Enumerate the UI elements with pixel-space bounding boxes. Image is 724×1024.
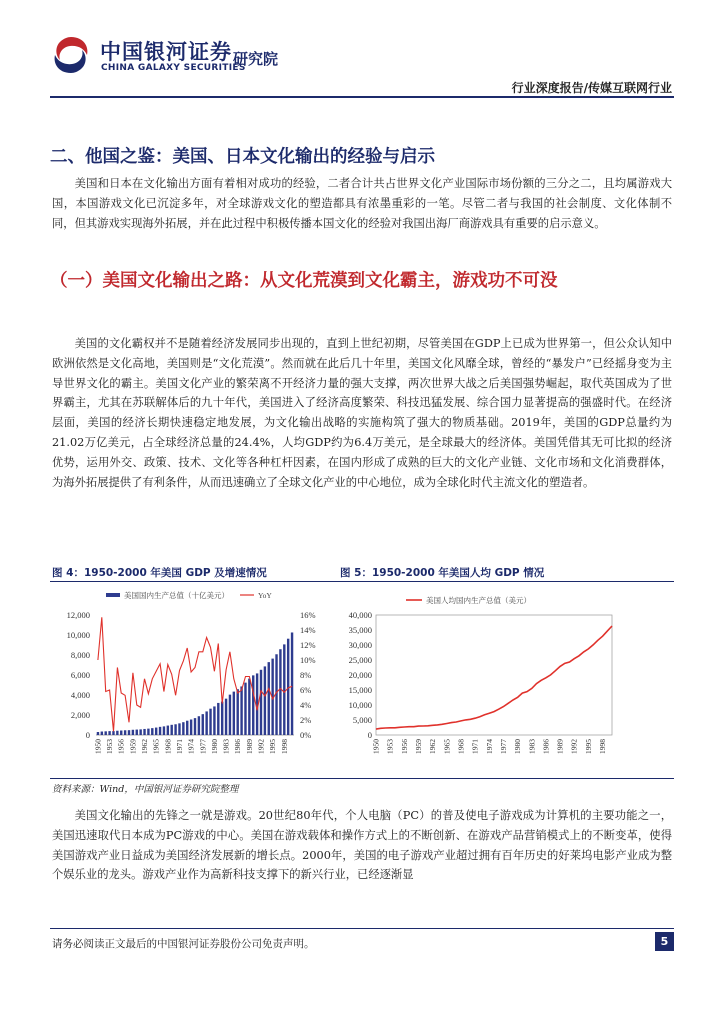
gdp-bar [244, 683, 246, 735]
gdp-bar [171, 725, 173, 735]
y-tick-label: 15,000 [348, 685, 372, 695]
gdp-bar [143, 729, 145, 735]
gdp-bar [240, 686, 242, 735]
gdp-bar [163, 726, 165, 735]
gdp-bar [233, 692, 235, 735]
y-right-tick-label: 10% [300, 655, 316, 665]
gdp-bar [178, 723, 180, 735]
x-tick-label: 1986 [233, 739, 243, 754]
figure-4-caption: 图 4：1950-2000 年美国 GDP 及增速情况 [52, 567, 267, 579]
gdp-bar [287, 639, 289, 735]
gdp-bar [112, 731, 114, 735]
gdp-bar [128, 730, 130, 735]
gdp-bar [248, 679, 250, 735]
gdp-bar [139, 729, 141, 735]
gdp-bar [132, 730, 134, 735]
y-right-tick-label: 12% [300, 640, 316, 650]
y-tick-label: 35,000 [348, 625, 372, 635]
x-tick-label: 1956 [116, 739, 126, 754]
page-header [0, 0, 724, 100]
gdp-bar [105, 731, 107, 735]
y-tick-label: 40,000 [348, 610, 372, 620]
x-tick-label: 1977 [498, 739, 508, 754]
y-right-tick-label: 14% [300, 625, 316, 635]
gdp-bar [101, 732, 103, 735]
gdp-bar [116, 731, 118, 735]
gdp-bar [264, 666, 266, 735]
x-tick-label: 1995 [583, 739, 593, 754]
x-tick-label: 1998 [279, 739, 289, 754]
x-tick-label: 1959 [413, 739, 423, 754]
y-tick-label: 25,000 [348, 655, 372, 665]
x-tick-label: 1950 [93, 739, 103, 754]
x-tick-label: 1980 [513, 739, 523, 754]
y-left-tick-label: 8,000 [70, 650, 90, 660]
logo-text-en: CHINA GALAXY SECURITIES [101, 63, 246, 73]
figure-top-rule [50, 581, 674, 582]
gdp-bar [167, 726, 169, 735]
gdp-bar [190, 720, 192, 735]
gdp-bar [260, 670, 262, 735]
gdp-bar [97, 732, 99, 735]
gdp-bar [186, 721, 188, 735]
x-tick-label: 1977 [198, 739, 208, 754]
plot-frame [376, 615, 612, 735]
y-left-tick-label: 2,000 [70, 710, 90, 720]
yoy-series-line [98, 617, 292, 731]
x-tick-label: 1992 [569, 739, 579, 754]
gdp-bar [147, 729, 149, 735]
x-tick-label: 1950 [371, 739, 381, 754]
gdp-bar [291, 632, 293, 735]
y-tick-label: 0 [367, 730, 372, 740]
x-tick-label: 1974 [186, 739, 196, 754]
legend-label-gdp-per-capita: 美国人均国内生产总值（美元） [426, 596, 531, 605]
body-paragraph-1: 美国的文化霸权并不是随着经济发展同步出现的，直到上世纪初期，尽管美国在GDP上已成为世界第一，但公众认知中欧洲依然是文化高地，美国则是“文化荒漠”。然而就在此后几十年里，美国文化风靡全球，曾经的“暴发户”已经摇身变为主导世界文化的霸主。美国文化产业的繁荣离不开经济力量的强大支撑，两次世界大战之后美国强势崛起，取代英国成为了世界霸主，尤其在苏联解体后的九十年代，美国进入了经济高度繁荣、科技迅猛发展、综合国力显著提高的强盛时代。在经济层面，美国的经济长期快速稳定地发展，为文化输出战略的实施构筑了强大的物质基础。2019年，美国的GDP总量约为21.02万亿美元，占全球经济总量的24.4%，人均GDP约为6.4万美元，是全球最大的经济体。美国凭借其无可比拟的经济优势，运用外交、政策、技术、文化等各种杠杆因素，在国内形成了成熟的巨大的文化产业链、文化市场和文化消费群体，为海外拓展提供了有利条件，从而迅速确立了全球文化产业的中心地位，成为全球化时代主流文化的塑造者。 [52, 337, 672, 489]
gdp-bar [205, 711, 207, 735]
y-right-tick-label: 8% [300, 670, 312, 680]
gdp-bar [136, 730, 138, 735]
gdp-bar [151, 728, 153, 735]
x-tick-label: 1962 [140, 739, 150, 754]
y-right-tick-label: 6% [300, 685, 312, 695]
gdp-bar [229, 695, 231, 735]
page-number: 5 [655, 932, 674, 951]
x-tick-label: 1998 [598, 739, 608, 754]
gdp-bar [252, 675, 254, 735]
x-tick-label: 1968 [163, 739, 173, 754]
y-left-tick-label: 12,000 [66, 610, 90, 620]
gdp-bar [279, 649, 281, 735]
gdp-per-capita-line [376, 626, 612, 729]
gdp-bar [237, 689, 239, 735]
y-left-tick-label: 10,000 [66, 630, 90, 640]
figure-bottom-rule [50, 778, 674, 779]
x-tick-label: 1965 [442, 739, 452, 754]
x-tick-label: 1974 [484, 739, 494, 754]
gdp-bar [194, 718, 196, 735]
report-type: 行业深度报告/传媒互联网行业 [511, 81, 672, 95]
section-heading: 二、他国之鉴：美国、日本文化输出的经验与启示 [50, 147, 435, 167]
gdp-bar [120, 731, 122, 736]
gdp-bar [198, 716, 200, 735]
intro-paragraph: 美国和日本在文化输出方面有着相对成功的经验，二者合计共占世界文化产业国际市场份额的三分之二，且均属游戏大国，本国游戏文化已沉淀多年，对全球游戏文化的塑造都具有浓墨重彩的一笔。尽管二者与我国的社会制度、文化体制不同，但其游戏实现海外拓展，并在此过程中积极传播本国文化的经验对我国出海厂商游戏具有重要的启示意义。 [52, 177, 672, 230]
gdp-bar [174, 724, 176, 735]
y-tick-label: 20,000 [348, 670, 372, 680]
footer-rule [50, 928, 674, 929]
gdp-bar [209, 709, 211, 735]
x-tick-label: 1983 [527, 739, 537, 754]
subsection-heading: （一）美国文化输出之路：从文化荒漠到文化霸主，游戏功不可没 [50, 271, 558, 291]
logo-text-cn: 中国银河证券 [100, 40, 232, 64]
x-tick-label: 1968 [456, 739, 466, 754]
y-right-tick-label: 0% [300, 730, 312, 740]
gdp-bar [283, 644, 285, 735]
y-tick-label: 5,000 [352, 715, 372, 725]
y-left-tick-label: 4,000 [70, 690, 90, 700]
body-paragraph-2: 美国文化输出的先锋之一就是游戏。20世纪80年代，个人电脑（PC）的普及使电子游戏成为计算机的主要功能之一，美国迅速取代日本成为PC游戏的中心。美国在游戏载体和操作方式上的不断创新、在游戏产品营销模式上的不断变革，使得美国游戏产业日益成为美国经济发展新的增长点。2000年，美国的电子游戏产业超过拥有百年历史的好莱坞电影产业成为整个娱乐业的龙头。游戏产业作为高新科技支撑下的新兴行业，已经逐渐显 [52, 809, 672, 882]
x-tick-label: 1971 [174, 739, 184, 754]
x-tick-label: 1992 [256, 739, 266, 754]
x-tick-label: 1959 [128, 739, 138, 754]
x-tick-label: 1953 [385, 739, 395, 754]
figure-5-caption: 图 5：1950-2000 年美国人均 GDP 情况 [340, 567, 545, 579]
gdp-bar [213, 706, 215, 735]
legend-label-gdp: 美国国内生产总值（十亿美元） [124, 591, 229, 600]
x-tick-label: 1956 [399, 739, 409, 754]
x-tick-label: 1989 [555, 739, 565, 754]
x-tick-label: 1962 [428, 739, 438, 754]
y-left-tick-label: 6,000 [70, 670, 90, 680]
gdp-bar [225, 699, 227, 735]
gdp-bar [108, 731, 110, 735]
gdp-bar [221, 702, 223, 735]
gdp-bar [202, 714, 204, 735]
galaxy-logo-icon [50, 34, 92, 76]
x-tick-label: 1965 [151, 739, 161, 754]
y-tick-label: 30,000 [348, 640, 372, 650]
x-tick-label: 1953 [105, 739, 115, 754]
y-right-tick-label: 4% [300, 700, 312, 710]
y-right-tick-label: 2% [300, 715, 312, 725]
x-tick-label: 1986 [541, 739, 551, 754]
gdp-per-capita-chart [336, 583, 626, 775]
x-tick-label: 1980 [209, 739, 219, 754]
y-tick-label: 10,000 [348, 700, 372, 710]
logo-institute: 研究院 [233, 50, 279, 68]
gdp-bar [155, 728, 157, 735]
figure-source: 资料来源：Wind，中国银河证券研究院整理 [52, 784, 239, 795]
y-right-tick-label: 16% [300, 610, 316, 620]
gdp-growth-chart [50, 583, 330, 775]
header-rule [50, 96, 674, 98]
footer-disclaimer: 请务必阅读正文最后的中国银河证券股份公司免责声明。 [52, 938, 315, 950]
gdp-bar [217, 703, 219, 735]
y-left-tick-label: 0 [85, 730, 90, 740]
gdp-bar [159, 727, 161, 735]
gdp-bar [124, 730, 126, 735]
x-tick-label: 1971 [470, 739, 480, 754]
x-tick-label: 1995 [268, 739, 278, 754]
gdp-bar [182, 722, 184, 735]
legend-label-yoy: YoY [258, 591, 272, 600]
gdp-bar [268, 662, 270, 735]
x-tick-label: 1989 [244, 739, 254, 754]
x-tick-label: 1983 [221, 739, 231, 754]
